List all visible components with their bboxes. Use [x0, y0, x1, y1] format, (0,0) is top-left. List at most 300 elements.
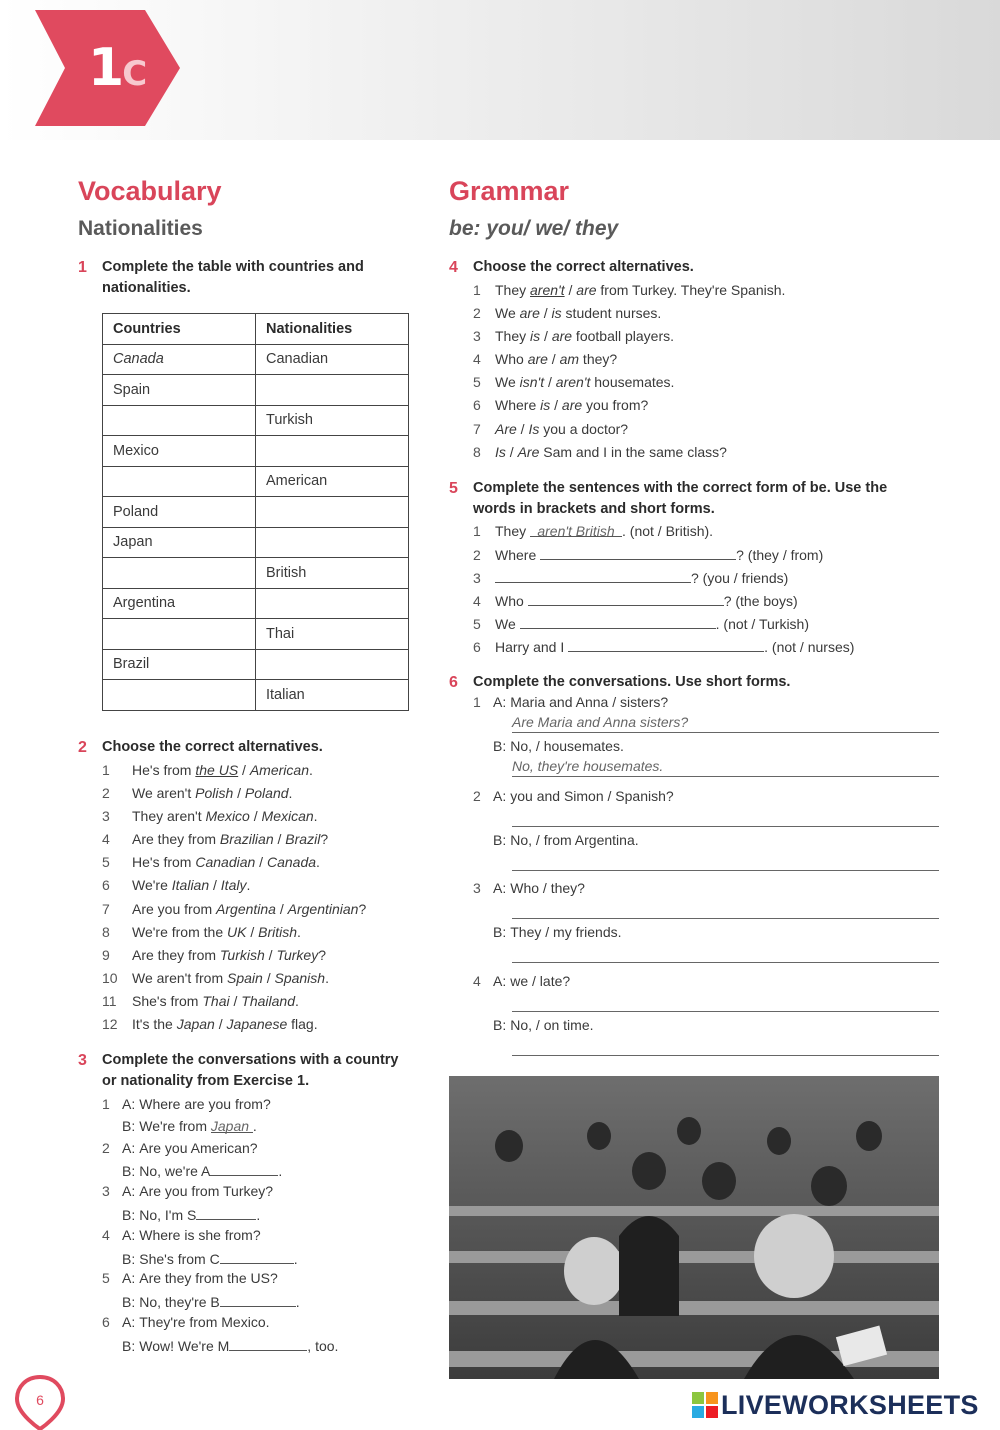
answer-blank[interactable]	[196, 1203, 256, 1220]
col-countries: Countries	[103, 314, 256, 345]
item-number: 4	[102, 1226, 110, 1243]
speaker-b: B:	[493, 1017, 507, 1033]
item-number: 3	[102, 808, 110, 825]
item-number: 5	[102, 1270, 110, 1287]
slash: /	[214, 1016, 227, 1033]
item-text: We aren't from	[132, 969, 227, 986]
alternative-b[interactable]: Spanish	[274, 969, 326, 986]
alternative-a[interactable]: aren't	[530, 282, 565, 298]
exercise-number: 2	[78, 739, 87, 756]
line-text: Where are you from?	[139, 1096, 271, 1112]
alternative-b[interactable]: Turkey	[276, 946, 319, 963]
grammar-subtitle: be: you/ we/ they	[449, 217, 619, 240]
line-text: No, / housemates.	[510, 738, 624, 754]
nationality-cell: Canadian	[256, 344, 409, 375]
vocabulary-subtitle: Nationalities	[78, 217, 203, 240]
exercise-2-items	[102, 759, 366, 1036]
table-row	[103, 680, 409, 711]
item-number: 10	[102, 969, 118, 986]
answer-line[interactable]	[512, 806, 939, 827]
slash: /	[564, 282, 577, 298]
alternative-a[interactable]: Japan	[176, 1016, 215, 1033]
alternative-a[interactable]: Canadian	[195, 854, 256, 871]
alternative-b[interactable]: Canada	[266, 854, 317, 871]
alternative-b[interactable]: are	[576, 282, 597, 298]
slash: /	[246, 923, 259, 940]
conversation-line-a	[473, 788, 674, 804]
list-item	[102, 898, 366, 921]
conversation-line-a	[102, 1181, 338, 1203]
item-text: they?	[579, 351, 618, 368]
alternative-a[interactable]: Mexico	[205, 808, 250, 825]
list-item	[102, 990, 366, 1013]
item-number: 4	[473, 973, 481, 989]
exercise-number: 3	[78, 1052, 87, 1069]
answer-line[interactable]: No, they're housemates.	[512, 756, 939, 777]
item-text: you from?	[582, 397, 649, 414]
list-item	[102, 1013, 366, 1036]
unit-number: 1	[88, 38, 123, 98]
list-item	[102, 759, 366, 782]
list-item	[473, 371, 785, 394]
grammar-title: Grammar	[449, 176, 570, 206]
table-row	[103, 558, 409, 589]
item-text: Sam and I in the same class?	[539, 443, 727, 460]
exercise-4-instruction	[449, 257, 694, 278]
instruction-line: Complete the conversations with a country	[102, 1052, 399, 1068]
item-text: football players.	[572, 328, 674, 345]
table-row	[103, 466, 409, 497]
answer-line[interactable]	[512, 991, 939, 1012]
nationality-cell: Italian	[256, 680, 409, 711]
list-item	[473, 589, 854, 612]
nationality-cell: Thai	[256, 619, 409, 650]
table-row	[103, 436, 409, 467]
item-number: 4	[102, 831, 110, 848]
table-row	[103, 619, 409, 650]
answer-line[interactable]	[512, 942, 939, 963]
speaker-a: A:	[122, 1226, 136, 1243]
exercise-6-instruction	[449, 672, 791, 693]
list-item	[473, 441, 785, 464]
alternative-a[interactable]: Polish	[195, 785, 234, 802]
list-item	[102, 782, 366, 805]
conversation-line-a	[473, 880, 585, 896]
speaker-a: A:	[122, 1183, 136, 1200]
item-text: Who	[495, 351, 528, 368]
line-text: .	[295, 1294, 300, 1311]
conversation-line-a	[102, 1138, 338, 1160]
list-item	[473, 325, 785, 348]
students-classroom-photo	[449, 1076, 939, 1379]
country-cell[interactable]	[103, 466, 256, 497]
item-number: 1	[473, 523, 481, 539]
line-text: No, / on time.	[510, 1017, 594, 1033]
line-text: you and Simon / Spanish?	[510, 788, 674, 804]
country-cell[interactable]	[103, 680, 256, 711]
speaker-a: A:	[122, 1270, 136, 1287]
answer-blank[interactable]: Japan	[211, 1116, 253, 1133]
line-text: No, they're B	[139, 1294, 220, 1311]
item-number: 11	[102, 992, 117, 1009]
location-pin-icon	[14, 1374, 66, 1430]
item-number: 12	[102, 1016, 118, 1033]
conversation-line-b	[102, 1203, 338, 1225]
alternative-b[interactable]: Argentinian	[287, 900, 359, 917]
conversation-line-a	[102, 1094, 338, 1116]
item-text: Where	[495, 547, 541, 564]
answer-blank[interactable]: aren't British	[530, 520, 622, 537]
item-text: ? (you / friends)	[691, 570, 789, 587]
alternative-b[interactable]: Japanese	[226, 1016, 288, 1033]
answer-blank[interactable]	[210, 1159, 278, 1176]
item-text: Who	[495, 593, 528, 610]
item-number: 5	[473, 616, 481, 633]
conversation-line-a	[102, 1312, 338, 1334]
item-number: 6	[102, 1313, 110, 1330]
item-number: 7	[473, 420, 481, 437]
conversation-line-b	[102, 1159, 338, 1181]
item-number: 3	[102, 1183, 110, 1200]
country-cell[interactable]	[103, 558, 256, 589]
liveworksheets-logo	[692, 1390, 979, 1421]
speaker-b: B:	[493, 832, 507, 848]
line-text: .	[252, 1117, 257, 1134]
item-text: Are you from	[132, 900, 217, 917]
alternative-b[interactable]: are	[551, 328, 573, 345]
speaker-a: A:	[122, 1313, 136, 1330]
exercise-5-instruction	[449, 478, 888, 520]
list-item	[473, 394, 785, 417]
slash: /	[273, 831, 286, 848]
list-item	[102, 874, 366, 897]
item-text: flag.	[287, 1016, 318, 1033]
answer-line[interactable]	[512, 898, 939, 919]
item-number: 8	[102, 923, 110, 940]
nationality-cell[interactable]	[256, 375, 409, 406]
slash: /	[262, 969, 275, 986]
line-text: .	[293, 1250, 298, 1267]
item-number: 1	[102, 1096, 110, 1112]
slash: /	[539, 305, 552, 322]
alternative-a[interactable]: Argentina	[216, 900, 276, 917]
conversation-line-b	[493, 832, 639, 848]
speaker-b: B:	[122, 1163, 136, 1180]
exercise-number: 6	[449, 674, 458, 691]
item-text: We're	[132, 877, 172, 894]
speaker-a: A:	[122, 1139, 136, 1156]
list-item	[473, 612, 854, 635]
instruction-line: Choose the correct alternatives.	[473, 259, 694, 275]
item-text: .	[325, 969, 329, 986]
exercise-number: 4	[449, 259, 458, 276]
unit-label	[88, 38, 147, 104]
alternative-a[interactable]: Turkish	[219, 946, 265, 963]
exercise-number: 5	[449, 480, 458, 497]
nationality-cell: Turkish	[256, 405, 409, 436]
exercise-1-instruction	[78, 257, 364, 299]
answer-blank[interactable]	[528, 589, 724, 606]
table-header-row	[103, 314, 409, 345]
answer-blank[interactable]	[540, 543, 736, 560]
slash: /	[233, 785, 245, 802]
slash: /	[516, 420, 529, 437]
table-row	[103, 649, 409, 680]
list-item	[473, 279, 785, 302]
line-text: Are they from the US?	[139, 1270, 278, 1287]
item-text: Are they from	[132, 831, 220, 848]
conversation-line-b	[102, 1334, 338, 1356]
alternative-a[interactable]: isn't	[519, 374, 545, 391]
item-text: student nurses.	[561, 305, 662, 322]
nationality-cell: British	[256, 558, 409, 589]
slash: /	[209, 877, 221, 894]
alternative-a[interactable]: UK	[227, 923, 247, 940]
exercise-number: 1	[78, 259, 87, 276]
item-number: 9	[102, 946, 110, 963]
answer-blank[interactable]	[568, 635, 764, 652]
item-text: .	[246, 877, 251, 894]
alternative-a[interactable]: are	[519, 305, 540, 322]
item-number: 3	[473, 570, 481, 587]
item-text: ?	[318, 946, 326, 963]
item-text: .	[297, 923, 301, 940]
alternative-b[interactable]: Are	[517, 443, 540, 460]
line-text: Are you American?	[139, 1139, 258, 1156]
item-text: They	[495, 523, 531, 539]
alternative-a[interactable]: is	[530, 328, 541, 345]
alternative-b[interactable]: is	[551, 305, 562, 322]
slash: /	[275, 900, 288, 917]
line-text: we / late?	[510, 973, 571, 989]
list-item	[473, 635, 854, 658]
answer-blank[interactable]	[229, 1334, 307, 1351]
instruction-line: or nationality from Exercise 1.	[102, 1073, 310, 1089]
speaker-b: B:	[122, 1206, 136, 1223]
item-number: 5	[473, 374, 481, 391]
item-number: 1	[102, 762, 110, 778]
slash: /	[229, 992, 242, 1009]
nationality-cell[interactable]	[256, 497, 409, 528]
item-text: We aren't	[132, 785, 196, 802]
item-text: She's from	[132, 992, 203, 1009]
speaker-b: B:	[493, 924, 507, 940]
item-text: ?	[358, 900, 367, 917]
list-item	[473, 520, 854, 543]
speaker-b: B:	[122, 1117, 136, 1134]
alternative-b[interactable]: Italy	[220, 877, 247, 894]
answer-line[interactable]	[512, 850, 939, 871]
item-text: They	[495, 282, 531, 298]
brand-name: LIVEWORKSHEETS	[721, 1390, 979, 1420]
unit-letter: C	[122, 54, 148, 94]
alternative-b[interactable]: Poland	[244, 785, 289, 802]
instruction-line: Choose the correct alternatives.	[102, 739, 323, 755]
item-text: ?	[320, 831, 329, 848]
alternative-b[interactable]: British	[258, 923, 298, 940]
line-text: Wow! We're M	[139, 1337, 230, 1354]
exercise-3-items	[102, 1094, 338, 1356]
list-item	[473, 418, 785, 441]
alternative-a[interactable]: are	[527, 351, 548, 368]
item-text: Where	[495, 397, 541, 414]
speaker-b: B:	[122, 1250, 136, 1267]
alternative-b[interactable]: Mexican	[261, 808, 314, 825]
alternative-a[interactable]: Are	[495, 420, 517, 437]
list-item	[473, 348, 785, 371]
item-text: .	[288, 785, 293, 802]
speaker-b: B:	[122, 1337, 136, 1354]
conversation-line-b	[493, 1017, 594, 1033]
table-row	[103, 344, 409, 375]
slash: /	[238, 762, 250, 778]
list-item	[102, 921, 366, 944]
item-number: 2	[102, 1139, 110, 1156]
alternative-a[interactable]: Brazilian	[219, 831, 274, 848]
conversation-line-b	[102, 1247, 338, 1269]
item-number: 8	[473, 443, 481, 460]
item-number: 4	[473, 351, 481, 368]
conversation-line-a	[473, 694, 668, 710]
item-number: 1	[473, 694, 481, 710]
item-number: 6	[473, 639, 481, 656]
table-row	[103, 497, 409, 528]
item-text: They	[495, 328, 531, 345]
exercise-5-items	[473, 520, 854, 659]
alternative-b[interactable]: American	[249, 762, 309, 778]
speaker-b: B:	[493, 738, 507, 754]
country-cell: Japan	[103, 527, 256, 558]
item-text: .	[313, 808, 318, 825]
conversation-line-a	[473, 973, 570, 989]
item-text: . (not / Turkish)	[715, 616, 809, 633]
line-text: She's from C	[139, 1250, 220, 1267]
alternative-b[interactable]: aren't	[555, 374, 591, 391]
item-text: We're from the	[132, 923, 227, 940]
line-text: No, I'm S	[139, 1206, 197, 1223]
alternative-b[interactable]: Is	[528, 420, 540, 437]
answer-blank[interactable]	[520, 612, 716, 629]
nationality-cell[interactable]	[256, 527, 409, 558]
alternative-a[interactable]: Is	[495, 443, 506, 460]
item-number: 2	[473, 788, 481, 804]
exercise-4-items	[473, 279, 785, 464]
instruction-line: words in brackets and short forms.	[473, 501, 715, 517]
conversation-line-b	[493, 924, 622, 940]
alternative-a[interactable]: is	[540, 397, 551, 414]
speaker-a: A:	[493, 694, 507, 710]
line-text: .	[256, 1206, 261, 1223]
alternative-b[interactable]: are	[561, 397, 583, 414]
item-text: They aren't	[132, 808, 206, 825]
speaker-b: B:	[122, 1294, 136, 1311]
alternative-b[interactable]: Brazil	[285, 831, 321, 848]
answer-blank[interactable]	[220, 1247, 294, 1264]
list-item	[102, 967, 366, 990]
line-text: Maria and Anna / sisters?	[510, 694, 669, 710]
page-number: 6	[36, 1392, 44, 1408]
speaker-a: A:	[493, 880, 507, 896]
item-number: 6	[473, 397, 481, 414]
table-row	[103, 375, 409, 406]
answer-blank[interactable]	[495, 566, 691, 583]
country-cell[interactable]	[103, 405, 256, 436]
list-item	[473, 566, 854, 589]
speaker-a: A:	[122, 1096, 136, 1112]
alternative-a[interactable]: Thai	[202, 992, 230, 1009]
slash: /	[550, 397, 562, 414]
nationalities-table	[102, 313, 409, 711]
exercise-3-instruction	[78, 1050, 399, 1092]
alternative-b[interactable]: Thailand	[241, 992, 295, 1009]
line-text: They're from Mexico.	[139, 1313, 270, 1330]
alternative-a[interactable]: Italian	[171, 877, 210, 894]
list-item	[102, 805, 366, 828]
line-text: We're from	[139, 1117, 211, 1134]
alternative-b[interactable]: am	[559, 351, 580, 368]
item-text: .	[294, 992, 299, 1009]
line-text: No, / from Argentina.	[510, 832, 639, 848]
line-text: Are you from Turkey?	[139, 1183, 274, 1200]
line-text: They / my friends.	[510, 924, 622, 940]
table-row	[103, 527, 409, 558]
item-text: We	[495, 374, 520, 391]
item-text: housemates.	[590, 374, 675, 391]
country-cell: Argentina	[103, 588, 256, 619]
table-row	[103, 405, 409, 436]
instruction-line: Complete the conversations. Use short forms.	[473, 674, 791, 690]
country-cell: Spain	[103, 375, 256, 406]
country-cell: Poland	[103, 497, 256, 528]
item-text: We	[495, 616, 520, 633]
slash: /	[547, 351, 560, 368]
alternative-a[interactable]: Spain	[227, 969, 263, 986]
item-text: ? (they / from)	[736, 547, 824, 564]
exercise-2-instruction	[78, 737, 323, 758]
slash: /	[264, 946, 277, 963]
slash: /	[505, 443, 518, 460]
list-item	[473, 543, 854, 566]
nationality-cell[interactable]	[256, 436, 409, 467]
answer-blank[interactable]	[220, 1290, 296, 1307]
answer-line[interactable]	[512, 1035, 939, 1056]
answer-line[interactable]: Are Maria and Anna sisters?	[512, 712, 939, 733]
alternative-a[interactable]: the US	[195, 762, 239, 778]
instruction-line: nationalities.	[102, 280, 191, 296]
list-item	[102, 851, 366, 874]
nationality-cell[interactable]	[256, 588, 409, 619]
country-cell[interactable]	[103, 619, 256, 650]
item-text: .	[308, 762, 313, 778]
slash: /	[540, 328, 552, 345]
table-row	[103, 588, 409, 619]
item-text: It's the	[132, 1016, 177, 1033]
item-text: Harry and I	[495, 639, 569, 656]
slash: /	[255, 854, 267, 871]
vocabulary-title: Vocabulary	[78, 176, 222, 206]
item-number: 2	[473, 305, 481, 322]
slash: /	[544, 374, 556, 391]
item-text: He's from	[132, 762, 196, 778]
line-text: Who / they?	[510, 880, 585, 896]
item-text: He's from	[132, 854, 196, 871]
nationality-cell[interactable]	[256, 649, 409, 680]
item-text: . (not / nurses)	[764, 639, 855, 656]
list-item	[102, 944, 366, 967]
line-text: Where is she from?	[139, 1226, 261, 1243]
item-number: 4	[473, 593, 481, 610]
item-number: 1	[473, 282, 481, 298]
